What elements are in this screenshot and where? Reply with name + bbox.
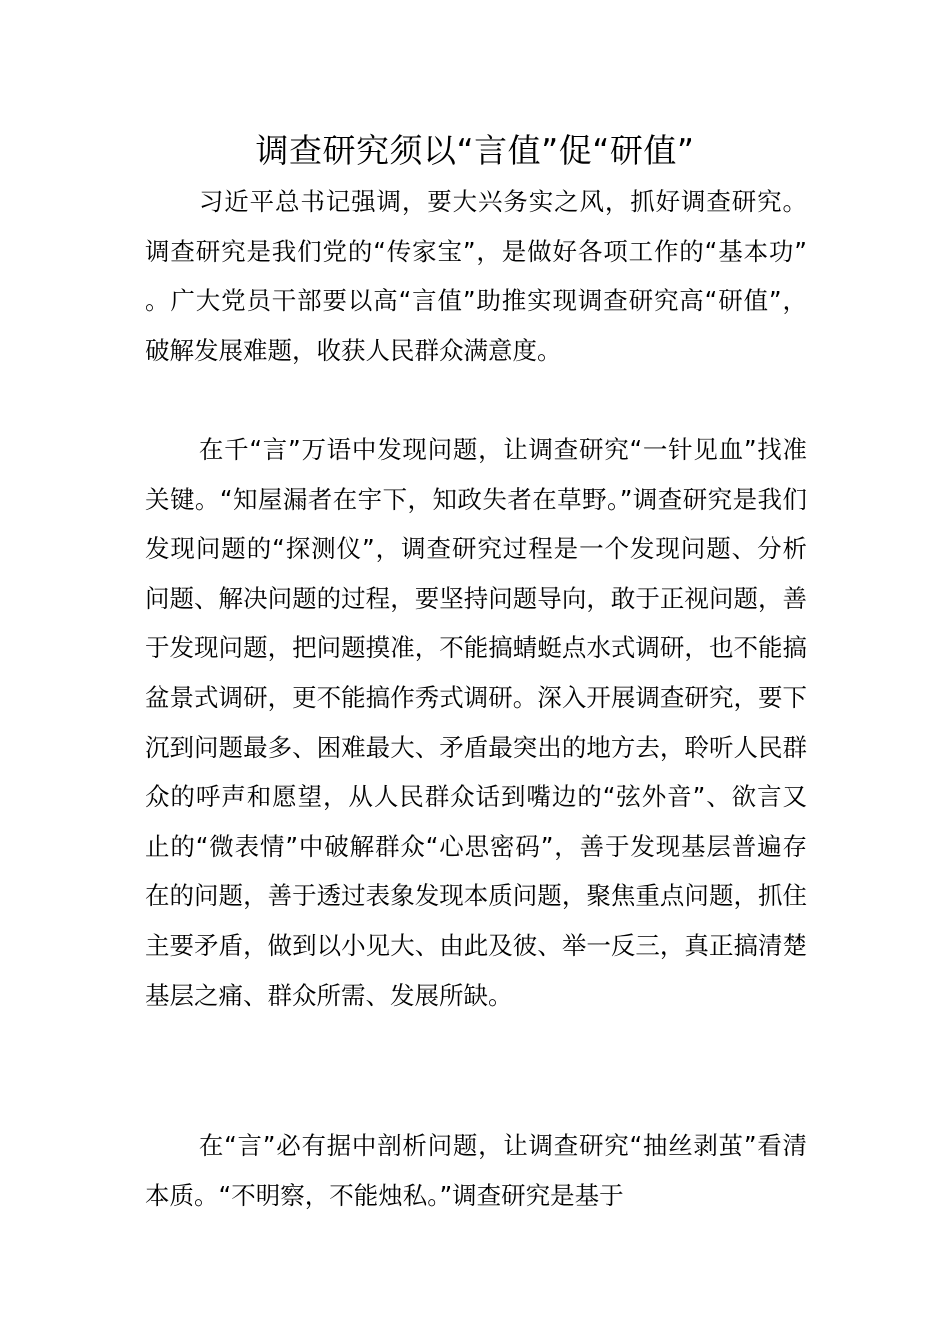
- paragraph-analyze-problems: 在“言”必有据中剖析问题，让调查研究“抽丝剥茧”看清本质。“不明察，不能烛私。”调查研究是基于: [145, 1131, 807, 1210]
- document-title: 调查研究须以“言值”促“研值”: [255, 131, 695, 170]
- paragraph-find-problems: 在千“言”万语中发现问题，让调查研究“一针见血”找准关键。“知屋漏者在宇下，知政失者在草野。”调查研究是我们发现问题的“探测仪”，调查研究过程是一个发现问题、分析问题、解决问题的过程，要坚持问题导向，敢于正视问题，善于发现问题，把问题摸准，不能搞蜻蜓点水式调研，也不能搞盆景式调研，更不能搞作秀式调研。深入开展调查研究，要下沉到问题最多、困难最大、矛盾最突出的地方去，聆听人民群众的呼声和愿望，从人民群众话到嘴边的“弦外音”、欲言又止的“微表情”中破解群众“心思密码”，善于发现基层普遍存在的问题，善于透过表象发现本质问题，聚焦重点问题，抓住主要矛盾，做到以小见大、由此及彼、举一反三，真正搞清楚基层之痛、群众所需、发展所缺。: [145, 435, 807, 1010]
- paragraph-intro: 习近平总书记强调，要大兴务实之风，抓好调查研究。调查研究是我们党的“传家宝”，是做好各项工作的“基本功”。广大党员干部要以高“言值”助推实现调查研究高“研值”，破解发展难题，收获人民群众满意度。: [145, 187, 807, 365]
